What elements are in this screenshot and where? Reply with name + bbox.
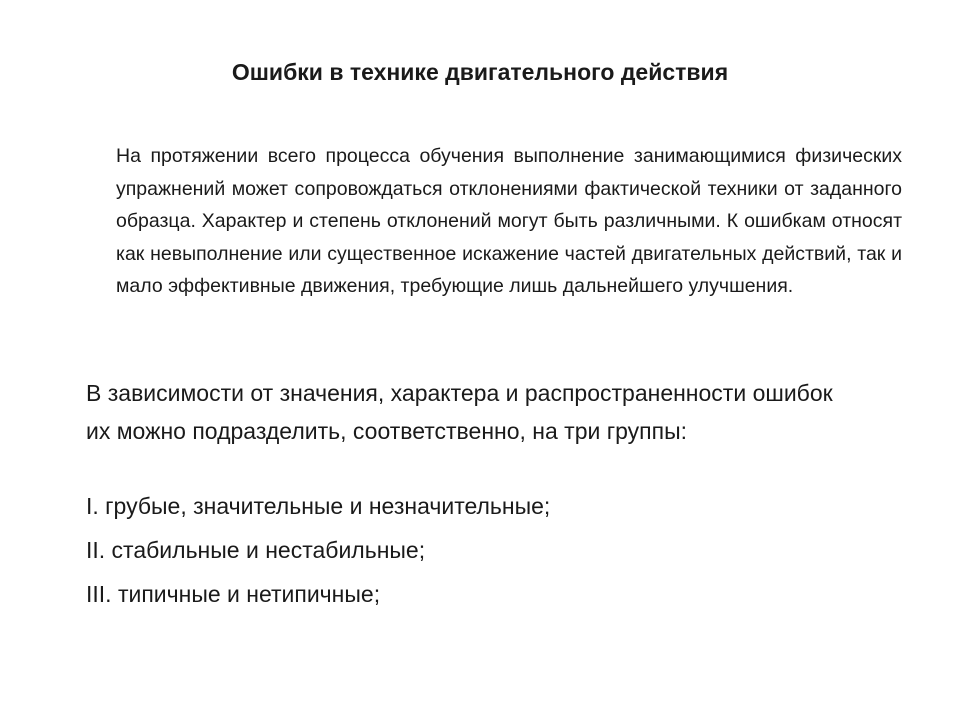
- group-item-3: III. типичные и нетипичные;: [86, 581, 381, 607]
- error-groups-list: [86, 492, 846, 624]
- slide-title: Ошибки в технике двигательного действия: [231, 59, 729, 85]
- group-item-1: I. грубые, значительные и незначительные;: [86, 493, 551, 519]
- group-item-2: II. стабильные и нестабильные;: [86, 537, 426, 563]
- intro-paragraph: На протяжении всего процесса обучения выполнение занимающимися физических упражнений может сопровождаться отклонениями фактической техники от заданного образца. Характер и степень отклонений могут быть различными. К ошибкам относят как невыполнение или существенное искажение частей двигательных действий, так и мало эффективные движения, требующие лишь дальнейшего улучшения.: [116, 145, 902, 297]
- lead-paragraph: В зависимости от значения, характера и распространенности ошибок их можно подразделить, соответственно, на три группы:: [86, 380, 833, 444]
